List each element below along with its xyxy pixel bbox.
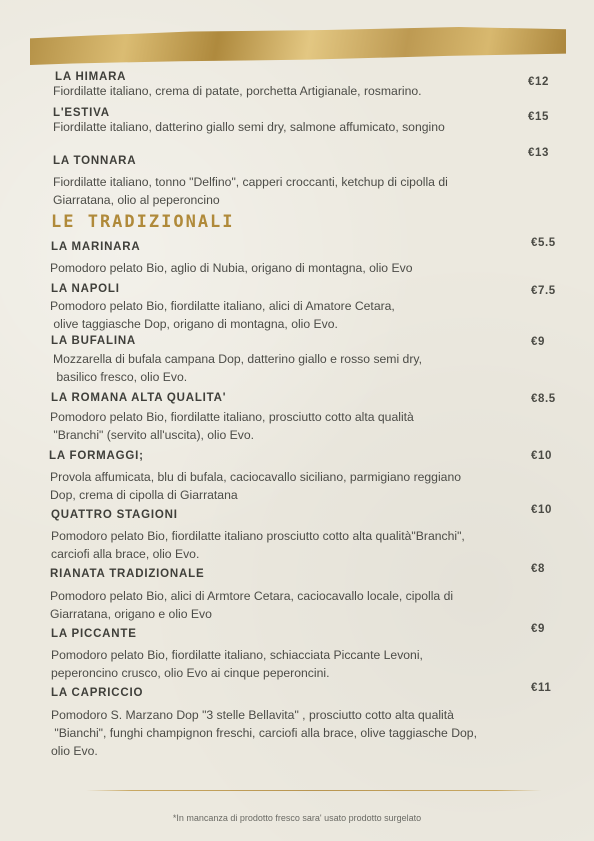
item-description: Pomodoro pelato Bio, fiordilatte italiano prosciutto cotto alta qualità"Branchi", carciofi alla brace, olio Evo. <box>51 529 465 561</box>
item-description: Pomodoro pelato Bio, fiordilatte italiano, prosciutto cotto alta qualità "Branchi" (servito all'uscita), olio Evo. <box>50 410 414 442</box>
item-description: Pomodoro pelato Bio, aglio di Nubia, origano di montagna, olio Evo <box>50 261 413 275</box>
item-name: LA TONNARA <box>53 155 137 167</box>
item-name: LA FORMAGGI; <box>49 450 144 462</box>
item-price: €11 <box>531 682 552 694</box>
item-name: LA CAPRICCIO <box>51 687 144 699</box>
item-price: €10 <box>531 450 552 462</box>
gold-brush-stroke <box>30 27 566 65</box>
item-name: L'ESTIVA <box>53 107 110 119</box>
item-name: LA PICCANTE <box>51 628 137 640</box>
item-description: Fiordilatte italiano, datterino giallo semi dry, salmone affumicato, songino <box>53 120 445 134</box>
item-price: €15 <box>528 111 549 123</box>
item-name: LA HIMARA <box>55 71 127 83</box>
footnote: *In mancanza di prodotto fresco sara' usato prodotto surgelato <box>172 813 422 823</box>
divider-line <box>86 790 542 791</box>
item-description: Fiordilatte italiano, crema di patate, porchetta Artigianale, rosmarino. <box>53 84 422 98</box>
item-description: Fiordilatte italiano, tonno "Delfino", capperi croccanti, ketchup di cipolla di Giarratana, olio al peperoncino <box>53 175 448 207</box>
item-description: Pomodoro S. Marzano Dop "3 stelle Bellavita" , prosciutto cotto alta qualità "Bianchi", funghi champignon freschi, carciofi alla brace, olive taggiasche Dop, olio Evo. <box>51 708 477 758</box>
item-price: €5.5 <box>531 237 556 249</box>
item-price: €13 <box>528 147 549 159</box>
item-description: Pomodoro pelato Bio, fiordilatte italiano, schiacciata Piccante Levoni, peperoncino crusco, olio Evo ai cinque peperoncini. <box>51 648 423 680</box>
item-name: LA MARINARA <box>51 241 141 253</box>
item-name: LA ROMANA ALTA QUALITA' <box>51 392 227 404</box>
item-price: €9 <box>531 336 545 348</box>
item-description: Pomodoro pelato Bio, alici di Armtore Cetara, caciocavallo locale, cipolla di Giarratana, origano e olio Evo <box>50 589 454 621</box>
item-description: Pomodoro pelato Bio, fiordilatte italiano, alici di Amatore Cetara, olive taggiasche Dop, origano di montagna, olio Evo. <box>50 299 395 331</box>
item-price: €12 <box>528 76 549 88</box>
item-price: €7.5 <box>531 285 556 297</box>
item-name: RIANATA TRADIZIONALE <box>50 568 205 580</box>
item-price: €8 <box>531 563 545 575</box>
item-price: €9 <box>531 623 545 635</box>
item-name: LA BUFALINA <box>51 335 137 347</box>
item-name: QUATTRO STAGIONI <box>51 509 178 521</box>
item-price: €10 <box>531 504 552 516</box>
item-description: Provola affumicata, blu di bufala, caciocavallo siciliano, parmigiano reggiano Dop, crema di cipolla di Giarratana <box>50 470 462 502</box>
item-name: LA NAPOLI <box>51 283 120 295</box>
section-title: LE TRADIZIONALI <box>51 212 235 232</box>
item-price: €8.5 <box>531 393 556 405</box>
item-description: Mozzarella di bufala campana Dop, datterino giallo e rosso semi dry, basilico fresco, olio Evo. <box>53 352 422 384</box>
